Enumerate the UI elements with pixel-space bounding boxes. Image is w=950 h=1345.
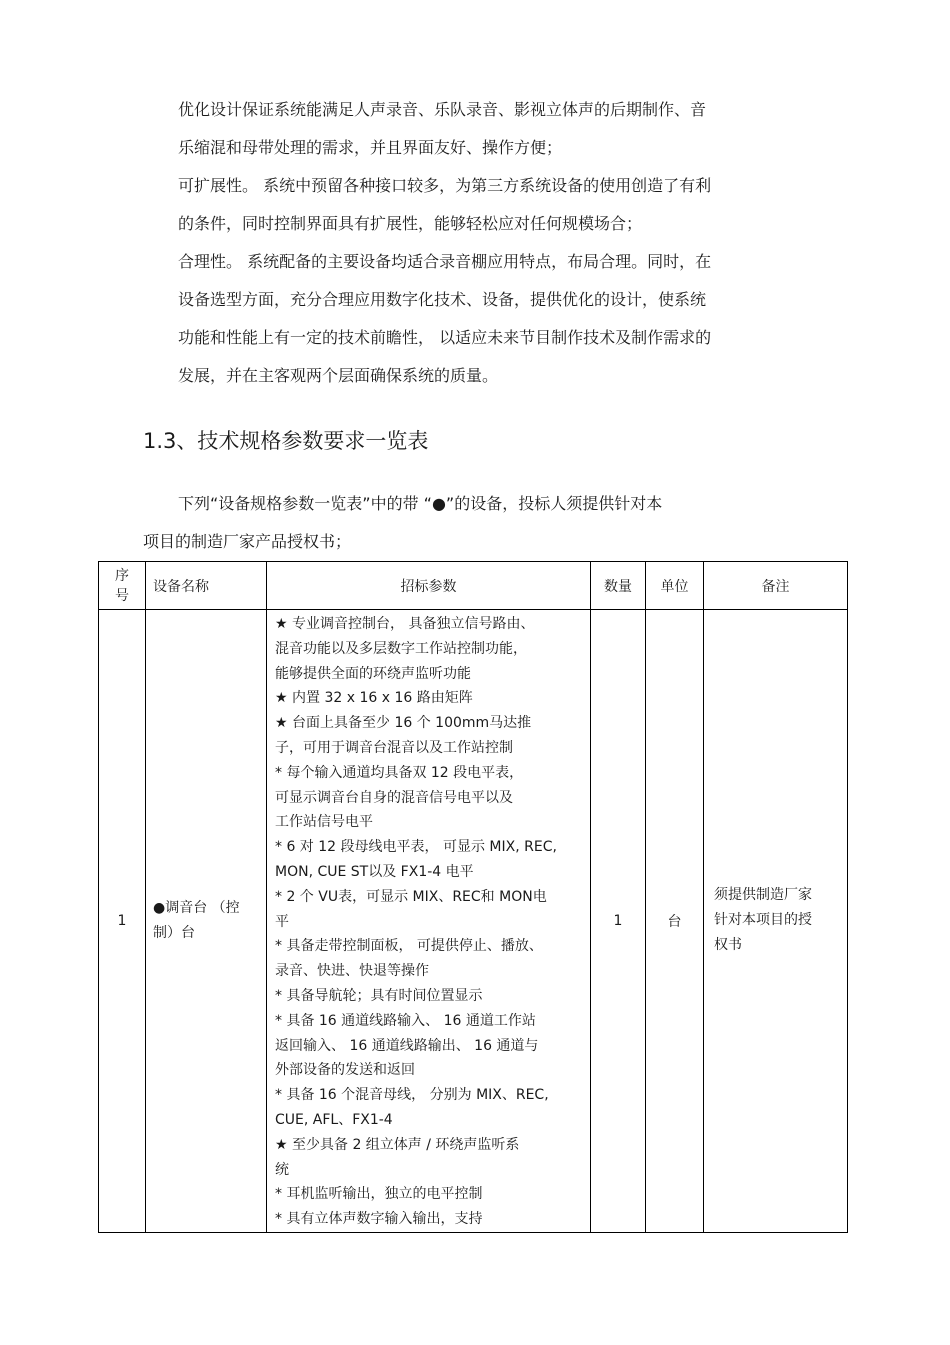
param-line: 返回输入、 16 通道线路输出、 16 通道与: [275, 1037, 539, 1054]
row-remark: [704, 610, 848, 1233]
row-unit: 台: [646, 610, 704, 1233]
param-line: 工作站信号电平: [275, 814, 373, 831]
remark-line: 针对本项目的授: [714, 912, 812, 929]
param-line: 录音、快进、快退等操作: [275, 963, 429, 980]
param-line: 混音功能以及多层数字工作站控制功能，: [275, 640, 527, 657]
param-line: 子，可用于调音台混音以及工作站控制: [275, 739, 513, 756]
param-line: * 具备导航轮；具有时间位置显示: [275, 987, 483, 1004]
row-params: [267, 610, 591, 1233]
table-row: [99, 610, 848, 1233]
paragraph-line: 设备选型方面，充分合理应用数字化技术、设备，提供优化的设计，使系统: [178, 290, 707, 309]
table-header-row: [99, 562, 848, 610]
table-intro-line2: 项目的制造厂家产品授权书；: [143, 532, 352, 551]
param-line: 外部设备的发送和返回: [275, 1062, 415, 1079]
param-line: * 具备 16 通道线路输入、 16 通道工作站: [275, 1012, 536, 1029]
row-seq: 1: [99, 610, 146, 1233]
header-seq: [99, 562, 146, 610]
header-unit: 单位: [646, 562, 704, 610]
paragraph-line: 合理性。 系统配备的主要设备均适合录音棚应用特点，布局合理。同时，在: [178, 252, 712, 271]
param-line: ★ 内置 32 x 16 x 16 路由矩阵: [275, 690, 473, 707]
param-line: ★ 至少具备 2 组立体声 / 环绕声监听系: [275, 1136, 520, 1153]
equipment-name-line: ●调音台 （控: [153, 899, 240, 916]
intro-paragraph: [178, 91, 818, 395]
param-line: ★ 台面上具备至少 16 个 100mm马达推: [275, 715, 532, 732]
row-qty: 1: [591, 610, 646, 1233]
param-line: MON, CUE ST以及 FX1-4 电平: [275, 863, 474, 880]
param-line: * 具备 16 个混音母线， 分别为 MIX、REC,: [275, 1087, 549, 1104]
remark-line: 权书: [714, 937, 742, 954]
table-intro-line1: 下列“设备规格参数一览表”中的带 “●”的设备，投标人须提供针对本: [178, 494, 663, 513]
remark-line: 须提供制造厂家: [714, 887, 812, 904]
header-seq-line1: 序: [115, 567, 129, 584]
section-heading: 1.3、技术规格参数要求一览表: [143, 429, 429, 453]
paragraph-line: 功能和性能上有一定的技术前瞻性， 以适应未来节目制作技术及制作需求的: [178, 328, 712, 347]
header-params: 招标参数: [267, 562, 591, 610]
param-line: * 2 个 VU表，可显示 MIX、REC和 MON电: [275, 888, 547, 905]
param-line: 可显示调音台自身的混音信号电平以及: [275, 789, 513, 806]
param-line: * 耳机监听输出，独立的电平控制: [275, 1186, 483, 1203]
param-line: ★ 专业调音控制台， 具备独立信号路由、: [275, 616, 535, 632]
param-line: 统: [275, 1161, 289, 1178]
header-name: 设备名称: [146, 562, 267, 610]
equipment-name-line: 制）台: [153, 924, 195, 941]
paragraph-line: 乐缩混和母带处理的需求，并且界面友好、操作方便；: [178, 138, 563, 157]
spec-table: [98, 561, 848, 1233]
header-seq-line2: 号: [115, 587, 129, 604]
param-line: CUE, AFL、FX1-4: [275, 1111, 393, 1128]
param-line: * 具备走带控制面板， 可提供停止、播放、: [275, 938, 543, 955]
row-equipment-name: [146, 610, 267, 1233]
paragraph-line: 可扩展性。 系统中预留各种接口较多，为第三方系统设备的使用创造了有利: [178, 176, 712, 195]
param-line: 平: [275, 913, 289, 930]
paragraph-line: 发展，并在主客观两个层面确保系统的质量。: [178, 366, 499, 385]
param-line: * 具有立体声数字输入输出，支持: [275, 1211, 483, 1228]
param-line: 能够提供全面的环绕声监听功能: [275, 665, 471, 682]
paragraph-line: 优化设计保证系统能满足人声录音、乐队录音、影视立体声的后期制作、音: [178, 100, 707, 119]
param-line: * 每个输入通道均具备双 12 段电平表，: [275, 764, 524, 781]
header-qty: 数量: [591, 562, 646, 610]
paragraph-line: 的条件，同时控制界面具有扩展性，能够轻松应对任何规模场合；: [178, 214, 643, 233]
header-remark: 备注: [704, 562, 848, 610]
param-line: * 6 对 12 段母线电平表， 可显示 MIX, REC,: [275, 839, 557, 856]
